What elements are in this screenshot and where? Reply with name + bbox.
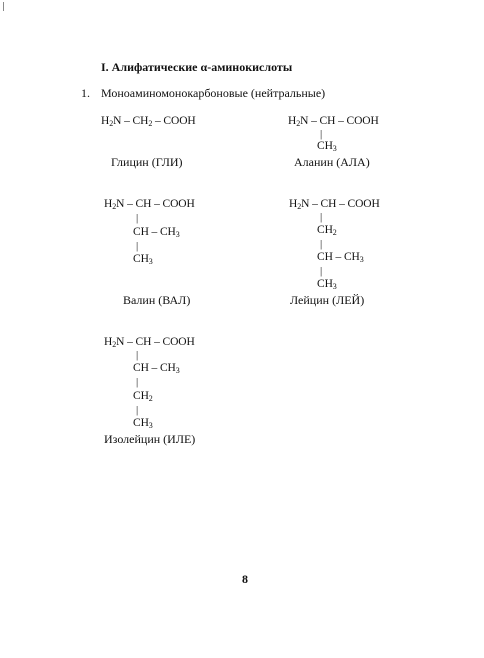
isoleucine-formula-line-4: $CH_3$: [133, 417, 153, 430]
valine-bond-2: |: [136, 240, 139, 252]
valine-name: Валин (ВАЛ): [123, 293, 191, 307]
list-item-text: Моноаминомонокарбоновые (нейтральные): [101, 86, 326, 100]
valine-bond-1: |: [136, 212, 139, 224]
alanine-bond: |: [320, 128, 323, 140]
leucine-bond-2: |: [320, 238, 323, 250]
glycine-formula-line-1: $H_2N - CH_2$ – COOH: [101, 115, 196, 128]
valine-formula-line-1: $H_2N$ – CH – COOH: [104, 198, 195, 211]
leucine-formula-line-1: $H_2N$ – CH – COOH: [289, 198, 380, 211]
valine-formula-line-3: $CH_3$: [133, 253, 153, 266]
isoleucine-formula-line-2: CH – $CH_3$: [133, 362, 180, 375]
isoleucine-bond-3: |: [136, 404, 139, 416]
page-number: 8: [242, 572, 248, 586]
leucine-bond-1: |: [320, 211, 323, 223]
isoleucine-formula-line-3: $CH_2$: [133, 390, 153, 403]
isoleucine-bond-1: |: [136, 349, 139, 361]
leucine-formula-line-4: $CH_3$: [317, 278, 337, 291]
glycine-name: Глицин (ГЛИ): [111, 155, 183, 169]
isoleucine-name: Изолейцин (ИЛЕ): [104, 432, 196, 446]
scan-edge-mark: [3, 2, 4, 11]
list-item-number: 1.: [81, 86, 90, 100]
leucine-name: Лейцин (ЛЕЙ): [290, 293, 365, 307]
leucine-formula-line-3: CH – $CH_3$: [317, 251, 364, 264]
alanine-name: Аланин (АЛА): [294, 155, 370, 169]
isoleucine-bond-2: |: [136, 376, 139, 388]
isoleucine-formula-line-1: $H_2N$ – CH – COOH: [104, 336, 195, 349]
section-heading: I. Алифатические α-аминокислоты: [101, 60, 293, 74]
leucine-formula-line-2: $CH_2$: [317, 224, 337, 237]
valine-formula-line-2: CH – $CH_3$: [133, 226, 180, 239]
leucine-bond-3: |: [320, 265, 323, 277]
alanine-formula-line-1: $H_2N$ – CH – COOH: [288, 115, 379, 128]
alanine-formula-line-2: $CH_3$: [317, 140, 337, 153]
